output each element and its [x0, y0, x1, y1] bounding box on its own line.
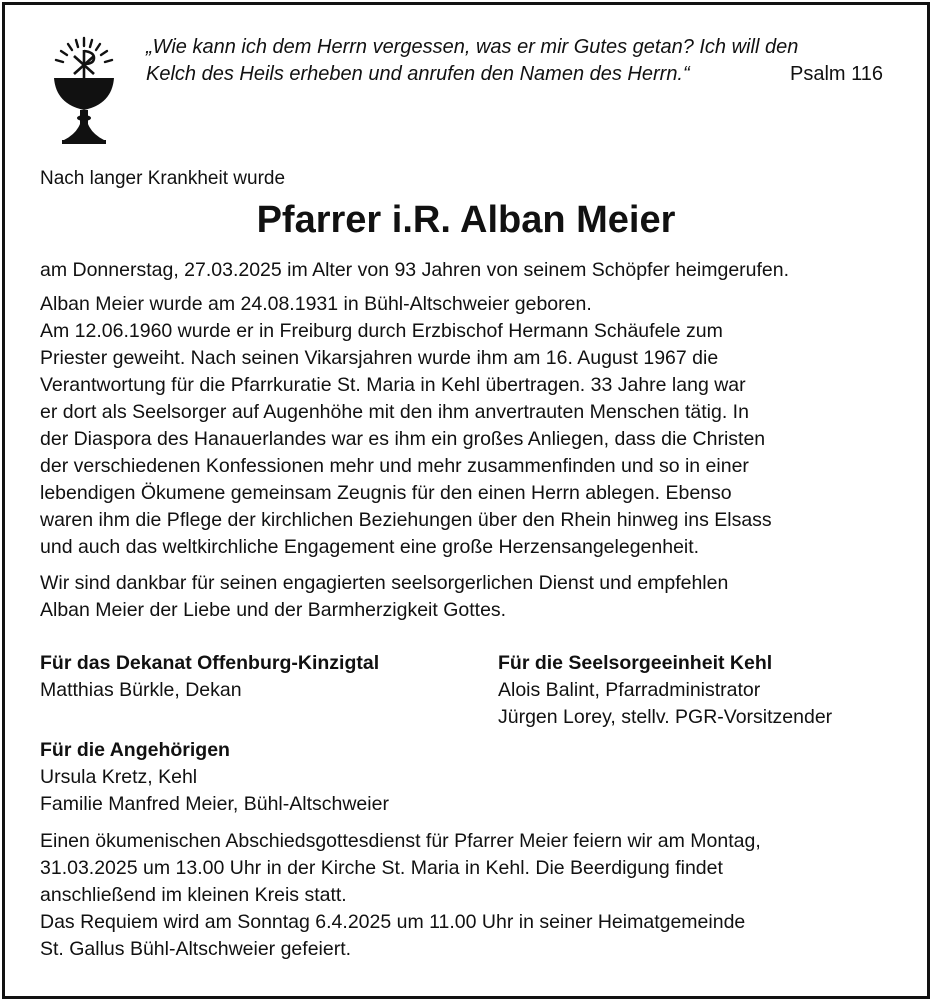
biography-line: der verschiedenen Konfessionen mehr und mehr zusammenfinden und so in einer [40, 455, 749, 477]
signature-name: Jürgen Lorey, stellv. PGR-Vorsitzender [498, 706, 833, 728]
biography-line: und auch das weltkirchliche Engagement eine große Herzensangelegenheit. [40, 536, 700, 558]
announcement-line: am Donnerstag, 27.03.2025 im Alter von 93 Jahren von seinem Schöpfer heimgerufen. [40, 259, 790, 281]
service-line: Einen ökumenischen Abschiedsgottesdienst für Pfarrer Meier feiern wir am Montag, [40, 830, 761, 852]
announcement-paragraph [40, 257, 900, 284]
signature-heading: Für die Seelsorgeeinheit Kehl [498, 652, 773, 674]
signature-dekanat [40, 650, 379, 704]
biography-line: Alban Meier wurde am 24.08.1931 in Bühl-Altschweier geboren. [40, 293, 592, 315]
service-line: St. Gallus Bühl-Altschweier gefeiert. [40, 938, 352, 960]
signature-angehoerige [40, 737, 389, 818]
chalice-chi-rho-icon [50, 36, 118, 146]
biography-line: Am 12.06.1960 wurde er in Freiburg durch Erzbischof Hermann Schäufele zum [40, 320, 723, 342]
signature-name: Familie Manfred Meier, Bühl-Altschweier [40, 793, 389, 815]
quote-line: Kelch des Heils erheben und anrufen den Namen des Herrn.“ [146, 63, 690, 85]
service-line: 31.03.2025 um 13.00 Uhr in der Kirche St. Maria in Kehl. Die Beerdigung findet [40, 857, 723, 879]
service-line: anschließend im kleinen Kreis statt. [40, 884, 347, 906]
service-paragraph [40, 828, 900, 963]
signature-name: Alois Balint, Pfarradministrator [498, 679, 761, 701]
biography-paragraph [40, 291, 900, 561]
thanks-paragraph [40, 570, 900, 624]
biography-line: lebendigen Ökumene gemeinsam Zeugnis für den einen Herrn ablegen. Ebenso [40, 482, 732, 504]
quote-line: „Wie kann ich dem Herrn vergessen, was er mir Gutes getan? Ich will den [146, 36, 799, 58]
signature-name: Matthias Bürkle, Dekan [40, 679, 242, 701]
signature-heading: Für das Dekanat Offenburg-Kinzigtal [40, 652, 380, 674]
signature-seelsorgeeinheit [498, 650, 832, 731]
quote-reference: Psalm 116 [790, 63, 884, 85]
signature-heading: Für die Angehörigen [40, 739, 230, 761]
deceased-name: Pfarrer i.R. Alban Meier [256, 199, 676, 241]
thanks-line: Alban Meier der Liebe und der Barmherzigkeit Gottes. [40, 599, 507, 621]
biography-line: er dort als Seelsorger auf Augenhöhe mit den ihm anvertrauten Menschen tätig. In [40, 401, 749, 423]
signature-name: Ursula Kretz, Kehl [40, 766, 198, 788]
intro-text: Nach langer Krankheit wurde [40, 168, 286, 189]
psalm-quote [146, 34, 906, 88]
service-line: Das Requiem wird am Sonntag 6.4.2025 um 11.00 Uhr in seiner Heimatgemeinde [40, 911, 746, 933]
biography-line: Verantwortung für die Pfarrkuratie St. Maria in Kehl übertragen. 33 Jahre lang war [40, 374, 746, 396]
biography-line: waren ihm die Pflege der kirchlichen Beziehungen über den Rhein hinweg ins Elsass [40, 509, 772, 531]
biography-line: der Diaspora des Hanauerlandes war es ihm ein großes Anliegen, dass die Christen [40, 428, 766, 450]
thanks-line: Wir sind dankbar für seinen engagierten seelsorgerlichen Dienst und empfehlen [40, 572, 729, 594]
biography-line: Priester geweiht. Nach seinen Vikarsjahren wurde ihm am 16. August 1967 die [40, 347, 719, 369]
